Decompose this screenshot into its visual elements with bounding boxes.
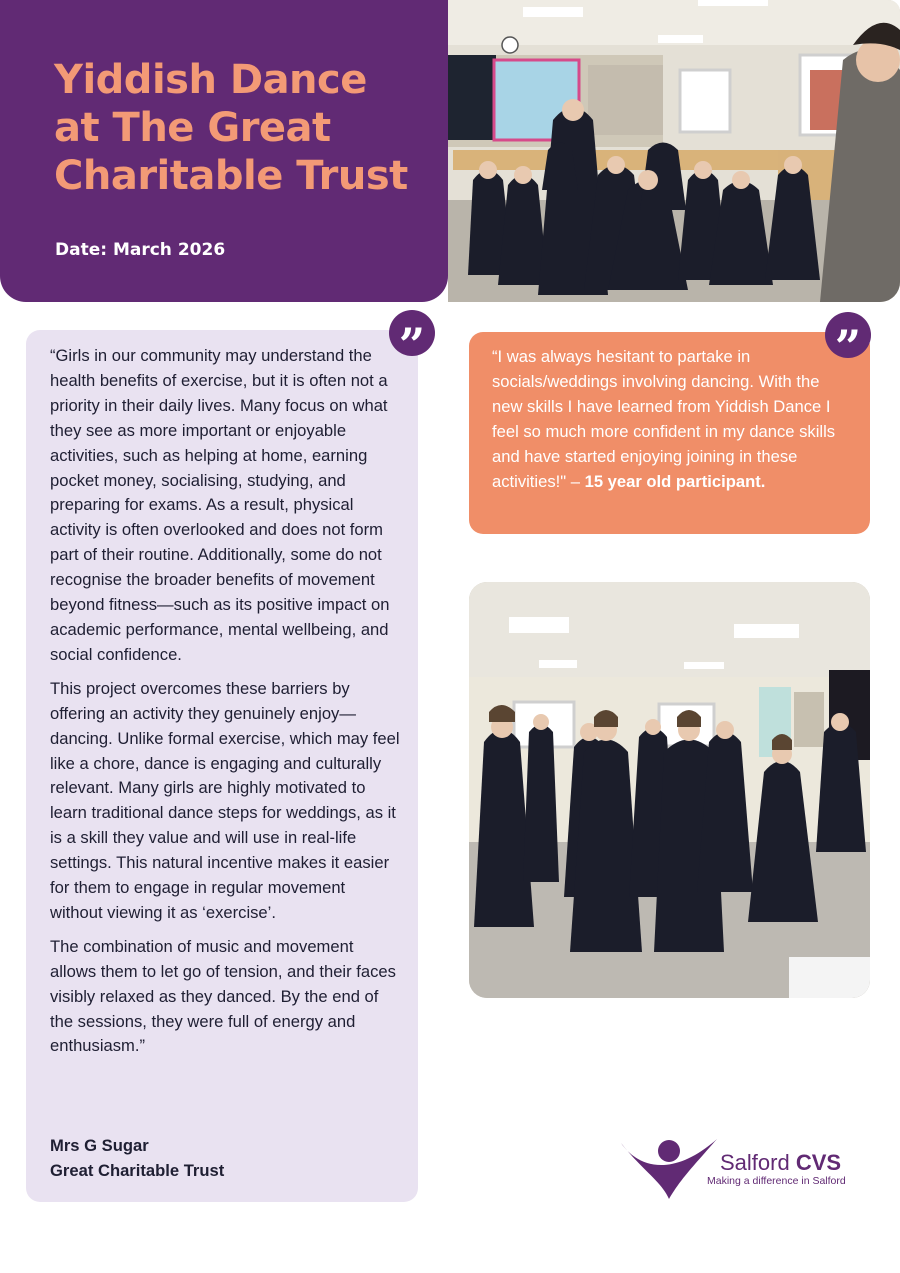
title-line: Charitable Trust — [54, 153, 408, 199]
main-quote-text — [50, 344, 400, 1068]
signature-name: Mrs G Sugar — [50, 1136, 149, 1155]
quote-paragraph: The combination of music and movement allows them to let go of tension, and their faces visibly relaxed as they danced. By the end of the sessions, they were full of energy and enthusiasm.” — [50, 936, 396, 1056]
title-line: at The Great — [54, 105, 331, 151]
classroom-photo-standing — [469, 582, 870, 998]
page-title — [54, 56, 408, 200]
logo-wordmark — [720, 1150, 841, 1176]
title-line: Yiddish Dance — [54, 57, 367, 103]
quote-paragraph: This project overcomes these barriers by offering an activity they genuinely enjoy—dancing. Unlike formal exercise, which may feel like a chore, dance is engaging and culturally relevant. Many girls are highly motivated to learn traditional dance steps for weddings, as it is a skill they value and will use in real-life settings. This natural incentive makes it easier for them to engage in regular movement without viewing it as ‘exercise’. — [50, 678, 400, 922]
logo-name-regular: Salford — [720, 1150, 796, 1175]
logo-tagline: Making a difference in Salford — [707, 1175, 846, 1187]
participant-quote: “I was always hesitant to partake in socials/weddings involving dancing. With the new skills I have learned from Yiddish Dance I feel so much more confident in my dance skills and have started enjoying joining in these activities!" – — [492, 347, 836, 491]
signature — [50, 1133, 224, 1183]
quote-mark-icon: ” — [389, 310, 435, 356]
logo-name-bold: CVS — [795, 1150, 842, 1175]
date-label: Date: March 2026 — [55, 240, 226, 260]
quote-paragraph: “Girls in our community may understand the health benefits of exercise, but it is often not a priority in their daily lives. Many focus on what they see as more important or enjoyable activities, such as helping at home, earning pocket money, socialising, studying, and preparing for exams. As a result, physical activity is often overlooked and does not form part of their routine. Additionally, some do not recognise the broader benefits of movement beyond fitness—such as its positive impact on academic performance, mental wellbeing, and social confidence. — [50, 346, 390, 664]
signature-org: Great Charitable Trust — [50, 1161, 225, 1180]
quote-mark-icon: ” — [825, 312, 871, 358]
participant-attribution: 15 year old participant. — [584, 472, 766, 491]
participant-quote-text — [492, 344, 852, 494]
classroom-photo-kneeling — [448, 0, 900, 302]
header-banner — [0, 0, 448, 302]
